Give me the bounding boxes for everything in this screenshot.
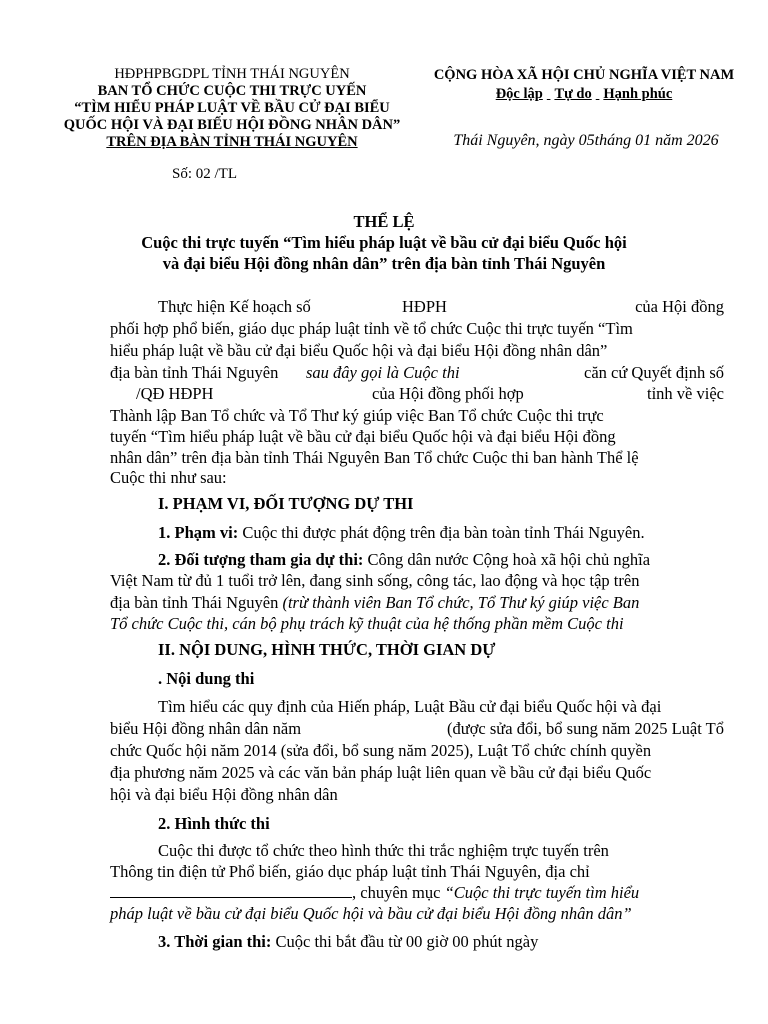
time-paragraph: 3. Thời gian thi: Cuộc thi bắt đầu từ 00 giờ 00 phút ngày [158, 932, 539, 951]
org-line-3: “TÌM HIỂU PHÁP LUẬT VỀ BẦU CỬ ĐẠI BIỂU [74, 100, 390, 116]
format-line-3: , chuyên mục “Cuộc thi trực tuyến tìm hiểu [110, 882, 724, 903]
intro-line-7: tuyến “Tìm hiểu pháp luật về bầu cử đại biểu Quốc hội và đại biểu Hội đồng [110, 427, 616, 446]
address-blank [110, 883, 352, 898]
intro-line-3: hiểu pháp luật về bầu cử đại biểu Quốc hội và đại biểu Hội đồng nhân dân” [110, 341, 608, 360]
intro-line-6: Thành lập Ban Tổ chức và Tổ Thư ký giúp việc Ban Tổ chức Cuộc thi trực [110, 406, 604, 425]
eligibility-paragraph: 2. Đối tượng tham gia dự thi: Công dân nước Cộng hoà xã hội chủ nghĩa [158, 550, 651, 569]
motto-part-1: Độc lập [495, 86, 543, 102]
eligibility-line-3: địa bàn tỉnh Thái Nguyên (trừ thành viên Ban Tổ chức, Tổ Thư ký giúp việc Ban [110, 593, 640, 612]
intro-line-5: /QĐ HĐPH của Hội đồng phối hợp tỉnh về việc [136, 384, 724, 403]
content-line-1: Tìm hiểu các quy định của Hiến pháp, Luật Bầu cử đại biểu Quốc hội và đại [158, 697, 662, 716]
issuing-organization [52, 66, 412, 151]
org-line-1: HĐPHPBGDPL TỈNH THÁI NGUYÊN [114, 66, 350, 82]
document-number: Số: 02 /TL [172, 166, 238, 182]
country-name: CỘNG HÒA XÃ HỘI CHỦ NGHĨA VIỆT NAM [433, 67, 735, 83]
content-line-3: chức Quốc hội năm 2014 (sửa đổi, bổ sung năm 2025), Luật Tổ chức chính quyền [110, 741, 652, 760]
title-line-3: và đại biểu Hội đồng nhân dân” trên địa bàn tỉnh Thái Nguyên [162, 254, 606, 273]
motto [420, 85, 748, 104]
intro-line-8: nhân dân” trên địa bàn tỉnh Thái Nguyên Ban Tổ chức Cuộc thi ban hành Thể lệ [110, 448, 639, 467]
format-line-2: Thông tin điện tử Phổ biến, giáo dục pháp luật tỉnh Thái Nguyên, địa chỉ [110, 862, 590, 881]
title-line-2: Cuộc thi trực tuyến “Tìm hiểu pháp luật về bầu cử đại biểu Quốc hội [141, 233, 627, 252]
content-line-5: hội và đại biểu Hội đồng nhân dân [110, 785, 338, 804]
eligibility-line-4: Tổ chức Cuộc thi, cán bộ phụ trách kỹ thuật của hệ thống phần mềm Cuộc thi [110, 614, 624, 633]
org-line-4: QUỐC HỘI VÀ ĐẠI BIỂU HỘI ĐỒNG NHÂN DÂN” [63, 117, 401, 133]
title-line-1: THỂ LỆ [353, 212, 415, 231]
content-line-2: biểu Hội đồng nhân dân năm (được sửa đổi, bổ sung năm 2025 Luật Tổ [110, 719, 724, 738]
content-line-4: địa phương năm 2025 và các văn bản pháp luật liên quan về bầu cử đại biểu Quốc [110, 763, 652, 782]
document-title [60, 211, 708, 274]
org-line-5: TRÊN ĐỊA BÀN TỈNH THÁI NGUYÊN [106, 134, 358, 150]
intro-line-1: Thực hiện Kế hoạch số HĐPH của Hội đồng [158, 297, 724, 316]
motto-part-2: Tự do [554, 86, 592, 102]
intro-line-2: phối hợp phổ biến, giáo dục pháp luật tỉnh về tổ chức Cuộc thi trực tuyến “Tìm [110, 319, 633, 338]
format-line-4: pháp luật về bầu cử đại biểu Quốc hội và bầu cử đại biểu Hội đồng nhân dân” [110, 904, 632, 923]
content-subheading: . Nội dung thi [158, 669, 255, 688]
eligibility-line-2: Việt Nam từ đủ 1 tuổi trở lên, đang sinh sống, công tác, lao động và học tập trên [110, 571, 640, 590]
intro-line-9: Cuộc thi như sau: [110, 468, 227, 487]
issue-date: Thái Nguyên, ngày 05tháng 01 năm 2026 [453, 132, 719, 149]
org-line-2: BAN TỔ CHỨC CUỘC THI TRỰC UYẾN [97, 83, 367, 99]
section-2-heading: II. NỘI DUNG, HÌNH THỨC, THỜI GIAN DỰ [158, 640, 496, 659]
section-1-heading: I. PHẠM VI, ĐỐI TƯỢNG DỰ THI [158, 494, 414, 513]
format-line-1: Cuộc thi được tổ chức theo hình thức thi trắc nghiệm trực tuyến trên [158, 841, 609, 860]
motto-part-3: Hạnh phúc [603, 86, 673, 102]
national-title [420, 66, 748, 104]
format-subheading: 2. Hình thức thi [158, 814, 270, 833]
intro-line-4: địa bàn tỉnh Thái Nguyên sau đây gọi là Cuộc thi căn cứ Quyết định số [110, 363, 724, 382]
scope-paragraph: 1. Phạm vi: Cuộc thi được phát động trên địa bàn toàn tỉnh Thái Nguyên. [158, 523, 645, 542]
